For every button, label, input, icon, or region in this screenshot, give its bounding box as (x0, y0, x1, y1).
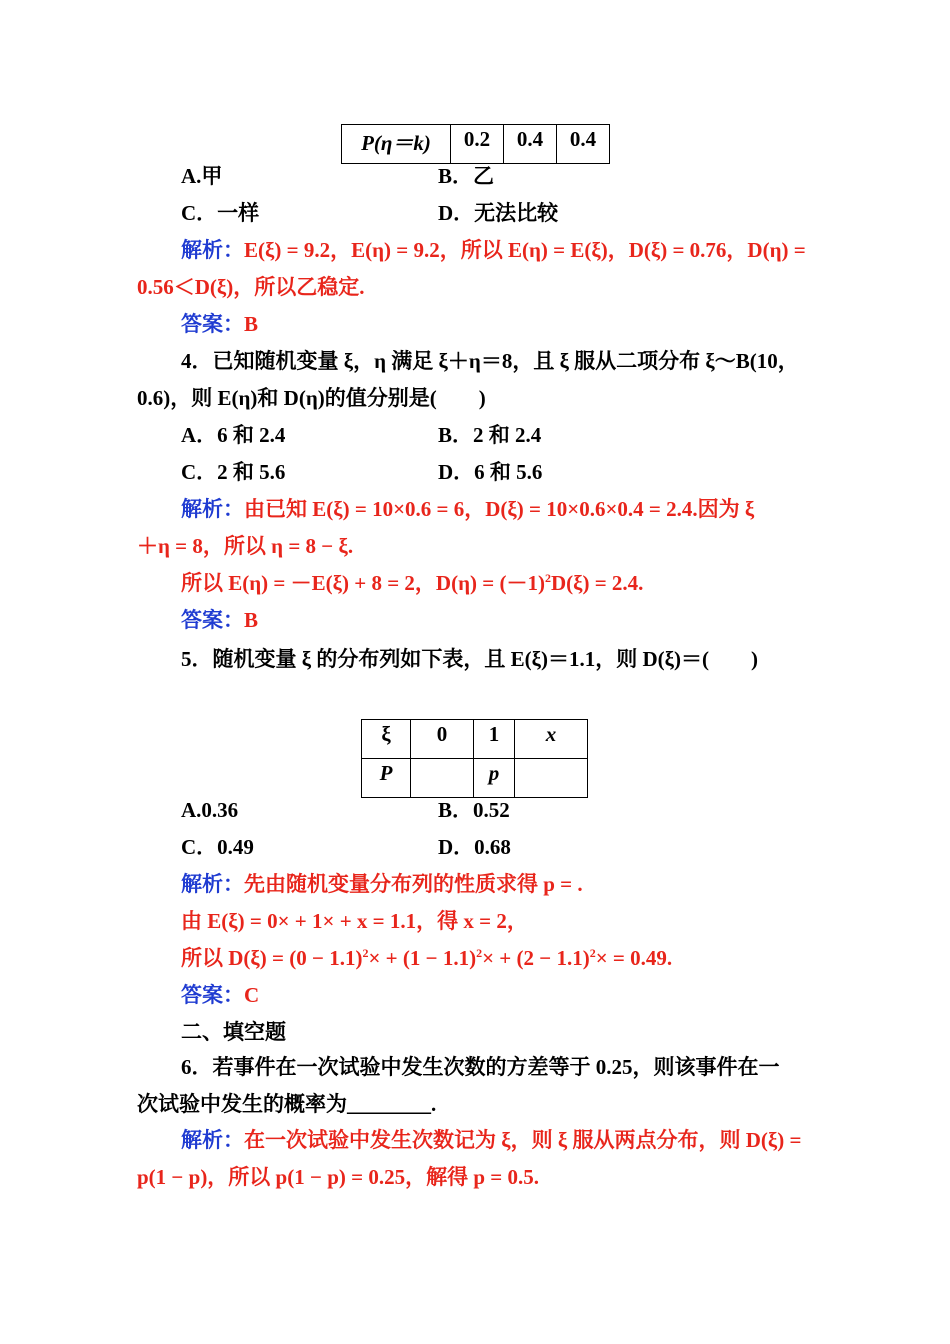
q5-option-d: D．0.68 (438, 835, 511, 859)
table-cell: 0.4 (504, 125, 557, 164)
q5-analysis-cont: 由 E(ξ) = 0× + 1× + x = 1.1，得 x = 2， (181, 909, 528, 933)
q5-option-a: A.0.36 (181, 798, 239, 822)
q5-distribution-table (361, 719, 588, 798)
q6-stem-cont: 次试验中发生的概率为________. (137, 1092, 437, 1116)
q4-analysis-cont: ＋η = 8，所以 η = 8 − ξ. (137, 534, 354, 558)
q3-option-a: A.甲 (181, 164, 223, 188)
exponent: 2 (362, 946, 369, 960)
q5-stem: 5．随机变量 ξ 的分布列如下表，且 E(ξ)＝1.1，则 D(ξ)＝( ) (181, 647, 758, 671)
answer-label: 答案： (181, 312, 244, 336)
q4-stem-cont: 0.6)，则 E(η)和 D(η)的值分别是( ) (137, 386, 486, 410)
q5-analysis-cont2 (181, 944, 672, 972)
exponent: 2 (476, 946, 483, 960)
table-cell: p (474, 759, 515, 798)
table-row (342, 125, 610, 164)
analysis-label: 解析： (181, 497, 244, 521)
table-cell: x (515, 720, 588, 759)
q5-option-b: B．0.52 (438, 798, 510, 822)
table-cell: 0 (411, 720, 474, 759)
q4-stem: 4．已知随机变量 ξ，η 满足 ξ＋η＝8，且 ξ 服从二项分布 ξ～B(10， (181, 349, 799, 373)
analysis-text: × + (2 − 1.1) (482, 946, 590, 970)
table-cell (411, 759, 474, 798)
table-row (362, 720, 588, 759)
q4-analysis-cont2 (181, 569, 643, 597)
exponent: 2 (544, 571, 551, 585)
table-cell: P(η＝k) (342, 125, 451, 164)
analysis-text: 由已知 E(ξ) = 10×0.6 = 6，D(ξ) = 10×0.6×0.4 = 2.4.因为 ξ (244, 497, 755, 521)
q3-option-b: B．乙 (438, 164, 495, 188)
table-cell: ξ (362, 720, 411, 759)
q6-analysis (181, 1126, 801, 1154)
q3-option-d: D．无法比较 (438, 201, 559, 225)
q4-analysis (181, 495, 754, 523)
table-cell: 0.2 (451, 125, 504, 164)
analysis-text: 所以 D(ξ) = (0 − 1.1) (181, 946, 363, 970)
q4-option-d: D．6 和 5.6 (438, 460, 543, 484)
analysis-label: 解析： (181, 1128, 244, 1152)
q6-analysis-cont: p(1 − p)，所以 p(1 − p) = 0.25，解得 p = 0.5. (137, 1165, 539, 1189)
q3-analysis (181, 236, 806, 264)
analysis-text: 所以 E(η) = －E(ξ) + 8 = 2，D(η) = (－1) (181, 571, 545, 595)
q3-answer (181, 310, 258, 338)
exponent: 2 (589, 946, 596, 960)
analysis-text: 先由随机变量分布列的性质求得 p = . (244, 872, 583, 896)
q4-option-b: B．2 和 2.4 (438, 423, 542, 447)
answer-label: 答案： (181, 983, 244, 1007)
q3-distribution-table (341, 124, 610, 164)
q6-stem: 6．若事件在一次试验中发生次数的方差等于 0.25，则该事件在一 (181, 1055, 780, 1079)
answer-value: B (244, 608, 259, 632)
table-cell: P (362, 759, 411, 798)
table-cell (515, 759, 588, 798)
table-row (362, 759, 588, 798)
analysis-label: 解析： (181, 238, 244, 262)
answer-value: C (244, 983, 260, 1007)
section-heading: 二、填空题 (181, 1020, 286, 1044)
q3-analysis-cont: 0.56＜D(ξ)，所以乙稳定. (137, 275, 365, 299)
answer-value: B (244, 312, 259, 336)
q5-option-c: C．0.49 (181, 835, 254, 859)
q4-answer (181, 606, 258, 634)
answer-label: 答案： (181, 608, 244, 632)
q4-option-c: C．2 和 5.6 (181, 460, 286, 484)
table-cell: 1 (474, 720, 515, 759)
analysis-text: E(ξ) = 9.2，E(η) = 9.2，所以 E(η) = E(ξ)，D(ξ) = 0.76，D(η) = (244, 238, 806, 262)
analysis-text: × = 0.49. (595, 946, 673, 970)
analysis-text: 在一次试验中发生次数记为 ξ，则 ξ 服从两点分布，则 D(ξ) = (244, 1128, 802, 1152)
analysis-text: × + (1 − 1.1) (368, 946, 477, 970)
analysis-text: D(ξ) = 2.4. (550, 571, 644, 595)
q5-analysis (181, 870, 583, 898)
q5-answer (181, 981, 259, 1009)
q4-option-a: A．6 和 2.4 (181, 423, 286, 447)
q3-option-c: C．一样 (181, 201, 260, 225)
table-cell: 0.4 (557, 125, 610, 164)
analysis-label: 解析： (181, 872, 244, 896)
